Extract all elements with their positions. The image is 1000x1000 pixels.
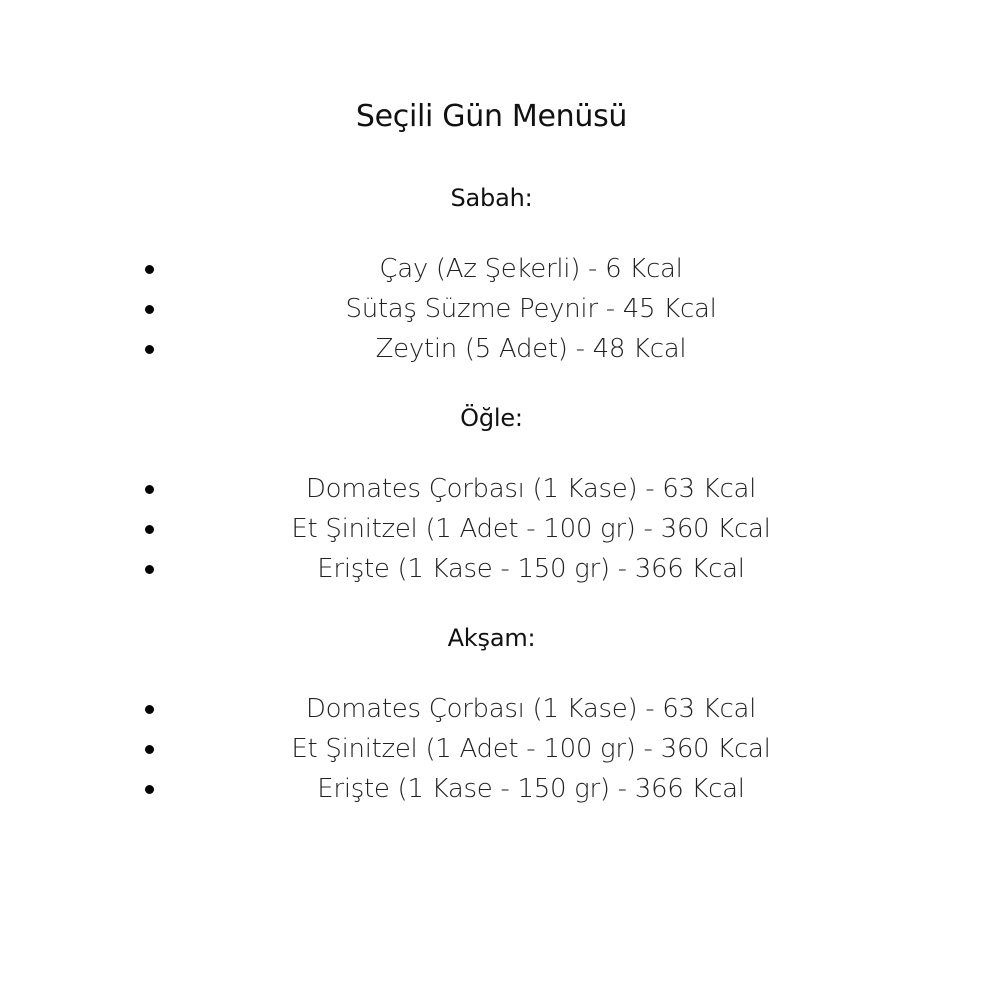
list-item bbox=[0, 689, 1000, 729]
list-item bbox=[0, 729, 1000, 769]
list-item bbox=[0, 289, 1000, 329]
meal-item-text: Erişte (1 Kase - 150 gr) - 366 Kcal bbox=[317, 554, 745, 584]
page-title: Seçili Gün Menüsü bbox=[355, 99, 628, 134]
meal-heading-ogle: Öğle: bbox=[460, 404, 523, 432]
list-item bbox=[0, 329, 1000, 369]
list-item bbox=[0, 509, 1000, 549]
meal-item-text: Et Şinitzel (1 Adet - 100 gr) - 360 Kcal bbox=[291, 734, 771, 764]
meal-item-text: Domates Çorbası (1 Kase) - 63 Kcal bbox=[305, 474, 757, 504]
meal-item-text: Domates Çorbası (1 Kase) - 63 Kcal bbox=[305, 694, 757, 724]
meal-item-text: Zeytin (5 Adet) - 48 Kcal bbox=[375, 334, 687, 364]
list-item bbox=[0, 469, 1000, 509]
meal-item-text: Çay (Az Şekerli) - 6 Kcal bbox=[379, 254, 683, 284]
meal-heading-aksam: Akşam: bbox=[447, 624, 536, 652]
list-item bbox=[0, 249, 1000, 289]
meal-list-sabah bbox=[0, 249, 1000, 369]
meal-item-text: Erişte (1 Kase - 150 gr) - 366 Kcal bbox=[317, 774, 745, 804]
meal-heading-sabah: Sabah: bbox=[450, 184, 533, 212]
meal-list-ogle bbox=[0, 469, 1000, 589]
list-item bbox=[0, 769, 1000, 809]
list-item bbox=[0, 549, 1000, 589]
meal-list-aksam bbox=[0, 689, 1000, 809]
meal-item-text: Et Şinitzel (1 Adet - 100 gr) - 360 Kcal bbox=[291, 514, 771, 544]
meal-item-text: Sütaş Süzme Peynir - 45 Kcal bbox=[345, 294, 717, 324]
